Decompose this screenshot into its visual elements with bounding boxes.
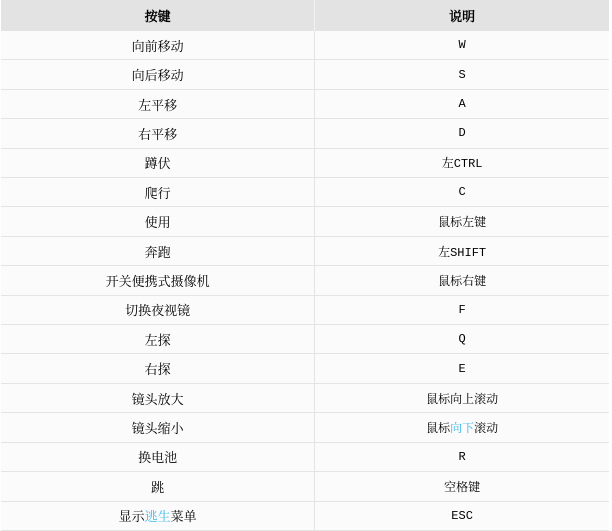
key-cell xyxy=(1,325,315,354)
cell-text: 蹲伏 xyxy=(144,156,171,172)
table-row xyxy=(1,325,609,354)
key-bindings-table xyxy=(1,0,609,531)
cell-text: 使用 xyxy=(144,215,171,231)
desc-cell xyxy=(315,60,609,89)
key-cell xyxy=(1,266,315,295)
table-row xyxy=(1,472,609,501)
key-cell xyxy=(1,60,315,89)
table-row xyxy=(1,295,609,324)
cell-text: F xyxy=(458,302,466,317)
desc-cell xyxy=(315,501,609,531)
cell-text: 切换夜视镜 xyxy=(125,303,191,319)
cell-text: E xyxy=(458,361,466,376)
table-row xyxy=(1,354,609,383)
desc-cell xyxy=(315,266,609,295)
table-row xyxy=(1,178,609,207)
key-cell xyxy=(1,236,315,265)
desc-cell xyxy=(315,325,609,354)
table-header xyxy=(1,0,609,31)
table-row xyxy=(1,60,609,89)
cell-text: 右探 xyxy=(144,362,171,378)
key-cell xyxy=(1,413,315,442)
cell-text: 鼠标左键 xyxy=(438,216,487,231)
table-row xyxy=(1,89,609,118)
table-row xyxy=(1,236,609,265)
table-row xyxy=(1,501,609,531)
column-header-desc: 说明 xyxy=(315,0,609,31)
cell-text: 鼠标向上滚动 xyxy=(426,392,499,407)
table-row xyxy=(1,442,609,471)
cell-text: C xyxy=(458,185,466,200)
desc-cell xyxy=(315,472,609,501)
cell-text: 镜头缩小 xyxy=(131,420,184,436)
desc-cell xyxy=(315,236,609,265)
cell-text: 左平移 xyxy=(138,97,178,113)
desc-cell xyxy=(315,148,609,177)
key-cell xyxy=(1,148,315,177)
cell-text: 鼠标 xyxy=(426,421,451,436)
cell-text: 菜单 xyxy=(170,509,197,525)
table-row xyxy=(1,148,609,177)
cell-text: 空格键 xyxy=(444,480,481,495)
table-row xyxy=(1,383,609,412)
cell-text: Q xyxy=(458,332,466,347)
key-cell xyxy=(1,207,315,236)
desc-cell xyxy=(315,354,609,383)
table-row xyxy=(1,413,609,442)
cell-text: 左探 xyxy=(144,332,171,348)
cell-text: 奔跑 xyxy=(144,244,171,260)
cell-text: 向后移动 xyxy=(131,68,184,84)
table-row xyxy=(1,31,609,60)
table-row xyxy=(1,207,609,236)
key-cell xyxy=(1,89,315,118)
cell-text: 左SHIFT xyxy=(438,245,487,260)
cell-text: 鼠标右键 xyxy=(438,274,487,289)
table-body xyxy=(1,31,609,531)
table-row xyxy=(1,266,609,295)
key-cell xyxy=(1,442,315,471)
cell-text: 左CTRL xyxy=(441,157,483,172)
cell-text: R xyxy=(458,449,466,464)
cell-text: 换电池 xyxy=(138,450,178,466)
key-cell xyxy=(1,178,315,207)
desc-cell xyxy=(315,442,609,471)
cell-text: 右平移 xyxy=(138,126,178,142)
key-cell xyxy=(1,354,315,383)
desc-cell xyxy=(315,207,609,236)
desc-cell xyxy=(315,178,609,207)
key-cell xyxy=(1,472,315,501)
cell-text: 爬行 xyxy=(144,185,171,201)
desc-cell xyxy=(315,89,609,118)
cell-text: 镜头放大 xyxy=(131,391,184,407)
cell-text: 开关便携式摄像机 xyxy=(105,273,210,289)
cell-text: S xyxy=(458,67,466,82)
keyword-link[interactable]: 逃生 xyxy=(144,509,171,525)
cell-text: 滚动 xyxy=(474,421,499,436)
keyword-link[interactable]: 向下 xyxy=(450,421,475,436)
desc-cell xyxy=(315,31,609,60)
column-header-key: 按键 xyxy=(1,0,315,31)
cell-text: 向前移动 xyxy=(131,38,184,54)
key-cell xyxy=(1,119,315,148)
cell-text: A xyxy=(458,97,466,112)
desc-cell xyxy=(315,413,609,442)
cell-text: D xyxy=(458,126,466,141)
cell-text: ESC xyxy=(451,508,473,523)
key-cell xyxy=(1,383,315,412)
key-cell xyxy=(1,501,315,531)
cell-text: W xyxy=(458,38,466,53)
key-cell xyxy=(1,295,315,324)
desc-cell xyxy=(315,383,609,412)
key-cell xyxy=(1,31,315,60)
desc-cell xyxy=(315,119,609,148)
desc-cell xyxy=(315,295,609,324)
table-row xyxy=(1,119,609,148)
header-row xyxy=(1,0,609,31)
cell-text: 显示 xyxy=(118,509,145,525)
cell-text: 跳 xyxy=(151,479,165,495)
